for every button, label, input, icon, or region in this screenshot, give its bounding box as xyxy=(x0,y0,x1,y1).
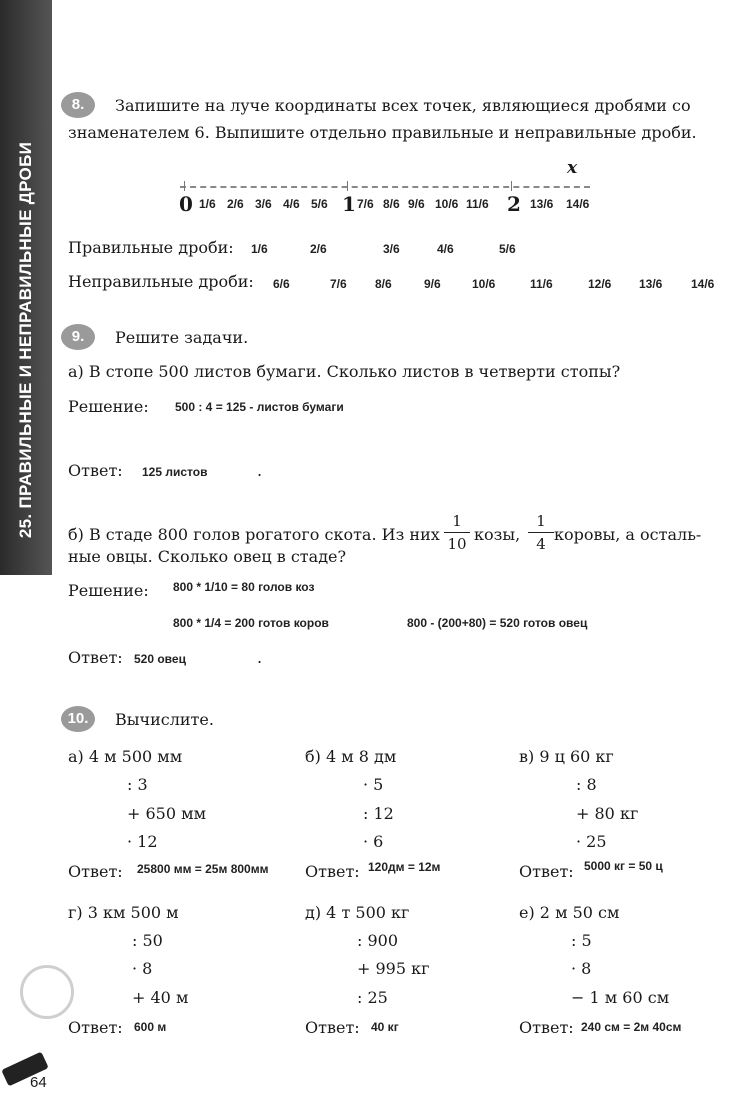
fraction-one-tenth xyxy=(444,512,470,553)
proper-fraction: 5/6 xyxy=(499,242,516,256)
axis-label: 11/6 xyxy=(466,197,489,211)
answer-label: Ответ: xyxy=(519,862,574,881)
proper-fraction: 2/6 xyxy=(310,242,327,256)
axis-label: 7/6 xyxy=(357,197,374,211)
fraction-denominator: 4 xyxy=(536,535,546,553)
answer-label: Ответ: xyxy=(68,1018,123,1037)
task-9b-text-part3: коровы, а осталь- xyxy=(554,525,702,544)
axis-zero: 0 xyxy=(179,192,193,216)
task-9a-text: а) В стопе 500 листов бумаги. Сколько листов в четверти стопы? xyxy=(68,362,621,381)
axis-variable: x xyxy=(567,158,578,178)
task-9b-text-part2: козы, xyxy=(474,525,521,544)
calc-op: + 650 мм xyxy=(127,804,207,823)
proper-fraction: 3/6 xyxy=(383,242,400,256)
answer-label: Ответ: xyxy=(305,1018,360,1037)
axis-tick xyxy=(511,181,512,191)
answer-label: Ответ: xyxy=(305,862,360,881)
fraction-bar xyxy=(444,532,470,533)
improper-fraction: 6/6 xyxy=(273,277,290,291)
answer-dot: . xyxy=(257,461,263,480)
task-9a-answer: 125 листов xyxy=(142,465,208,479)
improper-fraction: 11/6 xyxy=(530,277,553,291)
task-8-text-line1: Запишите на луче координаты всех точек, являющиеся дробями со xyxy=(115,96,691,115)
fraction-numerator: 1 xyxy=(452,512,462,530)
axis-label: 8/6 xyxy=(383,197,400,211)
improper-fractions-label: Неправильные дроби: xyxy=(68,272,254,291)
calc-op: : 25 xyxy=(357,988,388,1007)
calc-op: · 8 xyxy=(132,959,153,978)
calc-op: + 40 м xyxy=(132,988,189,1007)
fraction-bar xyxy=(528,532,554,533)
task-8-text-line2: знаменателем 6. Выпишите отдельно правильные и неправильные дроби. xyxy=(68,123,697,142)
calc-answer: 5000 кг = 50 ц xyxy=(584,859,663,873)
page-number: 64 xyxy=(30,1074,47,1091)
axis-two: 2 xyxy=(507,192,521,216)
task-9b-solution-2: 800 * 1/4 = 200 готов коров xyxy=(173,616,329,630)
axis-one: 1 xyxy=(342,192,356,216)
task-8-badge: 8. xyxy=(61,92,95,118)
number-line xyxy=(180,186,590,188)
axis-label: 3/6 xyxy=(255,197,272,211)
calc-op: : 8 xyxy=(576,775,597,794)
axis-label: 14/6 xyxy=(566,197,590,211)
calc-answer: 240 см = 2м 40см xyxy=(581,1020,682,1034)
task-9-title: Решите задачи. xyxy=(115,328,249,347)
calc-answer: 40 кг xyxy=(371,1020,399,1034)
answer-dot: . xyxy=(257,648,263,667)
solution-label: Решение: xyxy=(68,581,149,600)
logo-mark xyxy=(20,965,74,1019)
calc-op: : 50 xyxy=(132,931,163,950)
improper-fraction: 10/6 xyxy=(472,277,496,291)
fraction-numerator: 1 xyxy=(536,512,546,530)
axis-label: 2/6 xyxy=(227,197,244,211)
calc-op: + 80 кг xyxy=(576,804,639,823)
axis-tick xyxy=(184,181,185,191)
improper-fraction: 12/6 xyxy=(588,277,612,291)
answer-label: Ответ: xyxy=(68,461,123,480)
fraction-one-quarter xyxy=(528,512,554,553)
calc-head: б) 4 м 8 дм xyxy=(305,747,397,766)
axis-label: 13/6 xyxy=(530,197,554,211)
improper-fraction: 9/6 xyxy=(424,277,441,291)
axis-label: 1/6 xyxy=(199,197,216,211)
task-9b-text-part1: б) В стаде 800 голов рогатого скота. Из них xyxy=(68,525,440,544)
proper-fraction: 1/6 xyxy=(251,242,268,256)
axis-label: 10/6 xyxy=(435,197,459,211)
calc-head: е) 2 м 50 см xyxy=(519,903,620,922)
improper-fraction: 14/6 xyxy=(691,277,715,291)
calc-op: : 12 xyxy=(363,804,394,823)
task-9-badge: 9. xyxy=(61,324,95,350)
calc-op: · 6 xyxy=(363,832,384,851)
fraction-denominator: 10 xyxy=(447,535,467,553)
axis-label: 9/6 xyxy=(408,197,425,211)
calc-op: − 1 м 60 см xyxy=(571,988,670,1007)
calc-op: : 5 xyxy=(571,931,592,950)
calc-head: д) 4 т 500 кг xyxy=(305,903,410,922)
calc-op: · 25 xyxy=(576,832,607,851)
improper-fraction: 7/6 xyxy=(330,277,347,291)
answer-label: Ответ: xyxy=(68,862,123,881)
solution-label: Решение: xyxy=(68,397,149,416)
answer-label: Ответ: xyxy=(519,1018,574,1037)
calc-op: · 12 xyxy=(127,832,158,851)
chapter-title: 25. ПРАВИЛЬНЫЕ И НЕПРАВИЛЬНЫЕ ДРОБИ xyxy=(16,141,35,539)
improper-fraction: 13/6 xyxy=(639,277,663,291)
proper-fractions-label: Правильные дроби: xyxy=(68,238,234,257)
calc-head: г) 3 км 500 м xyxy=(68,903,179,922)
task-9a-solution: 500 : 4 = 125 - листов бумаги xyxy=(175,400,344,414)
answer-label: Ответ: xyxy=(68,648,123,667)
calc-op: · 8 xyxy=(571,959,592,978)
axis-label: 5/6 xyxy=(311,197,328,211)
calc-head: а) 4 м 500 мм xyxy=(68,747,183,766)
task-9b-answer: 520 овец xyxy=(134,652,186,666)
axis-label: 4/6 xyxy=(283,197,300,211)
task-10-title: Вычислите. xyxy=(115,710,214,729)
calc-answer: 120дм = 12м xyxy=(368,860,441,874)
calc-op: : 3 xyxy=(127,775,148,794)
task-9b-text-line2: ные овцы. Сколько овец в стаде? xyxy=(68,547,347,566)
calc-answer: 600 м xyxy=(134,1020,167,1034)
task-9b-solution-1: 800 * 1/10 = 80 голов коз xyxy=(173,580,315,594)
calc-head: в) 9 ц 60 кг xyxy=(519,747,614,766)
axis-tick xyxy=(347,181,348,191)
calc-answer: 25800 мм = 25м 800мм xyxy=(137,862,269,876)
calc-op: · 5 xyxy=(363,775,384,794)
improper-fraction: 8/6 xyxy=(375,277,392,291)
task-10-badge: 10. xyxy=(61,706,95,732)
proper-fraction: 4/6 xyxy=(437,242,454,256)
calc-op: + 995 кг xyxy=(357,959,430,978)
task-9b-solution-3: 800 - (200+80) = 520 готов овец xyxy=(407,616,588,630)
calc-op: : 900 xyxy=(357,931,399,950)
